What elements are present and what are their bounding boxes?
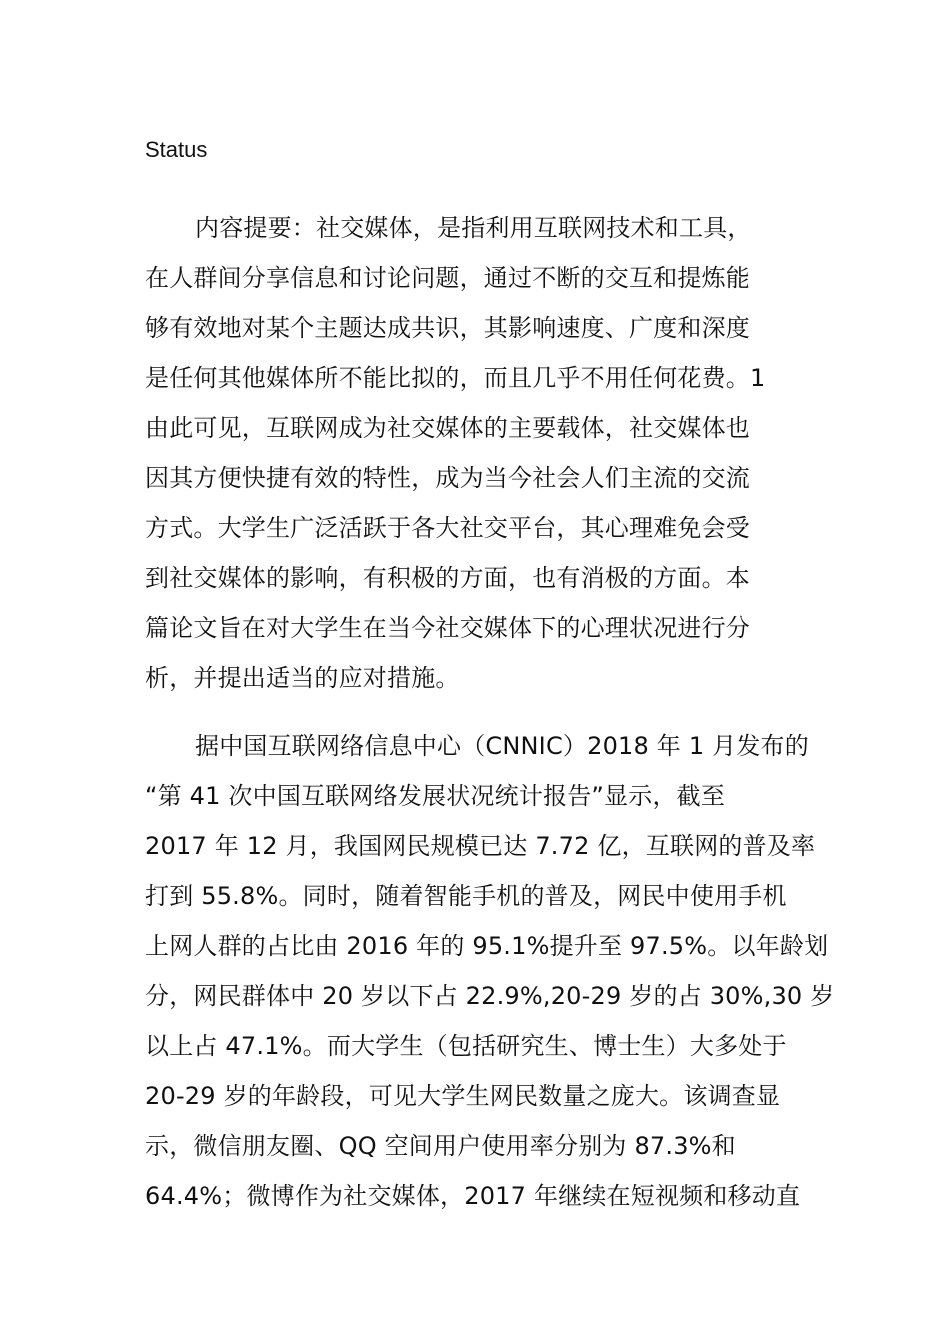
paragraph-line: 据中国互联网络信息中心（CNNIC）2018 年 1 月发布的 — [195, 732, 809, 760]
document-title: Status — [145, 137, 208, 162]
paragraph-line: “第 41 次中国互联网络发展状况统计报告”显示，截至 — [145, 782, 726, 810]
paragraph-line: 内容提要：社交媒体，是指利用互联网技术和工具， — [195, 214, 752, 242]
paragraph-line: 分，网民群体中 20 岁以下占 22.9%,20-29 岁的占 30%,30 岁 — [145, 982, 835, 1010]
paragraph-line: 篇论文旨在对大学生在当今社交媒体下的心理状况进行分 — [145, 614, 750, 642]
paragraph-line: 析，并提出适当的应对措施。 — [145, 664, 460, 692]
paragraph-line: 由此可见，互联网成为社交媒体的主要载体，社交媒体也 — [145, 414, 750, 442]
paragraph-line: 因其方便快捷有效的特性，成为当今社会人们主流的交流 — [145, 464, 750, 492]
paragraph-line: 打到 55.8%。同时，随着智能手机的普及，网民中使用手机 — [145, 882, 787, 910]
paragraph-line: 是任何其他媒体所不能比拟的，而且几乎不用任何花费。1 — [145, 364, 766, 392]
paragraph-line: 到社交媒体的影响，有积极的方面，也有消极的方面。本 — [145, 564, 750, 592]
abstract-paragraph — [145, 203, 815, 703]
paragraph-line: 够有效地对某个主题达成共识，其影响速度、广度和深度 — [145, 314, 750, 342]
paragraph-line: 以上占 47.1%。而大学生（包括研究生、博士生）大多处于 — [145, 1032, 787, 1060]
paragraph-line: 上网人群的占比由 2016 年的 95.1%提升至 97.5%。以年龄划 — [145, 932, 829, 960]
paragraph-line: 方式。大学生广泛活跃于各大社交平台，其心理难免会受 — [145, 514, 750, 542]
statistics-paragraph — [145, 721, 835, 1221]
paragraph-line: 64.4%；微博作为社交媒体，2017 年继续在短视频和移动直 — [145, 1182, 801, 1210]
paragraph-line: 示，微信朋友圈、QQ 空间用户使用率分别为 87.3%和 — [145, 1132, 736, 1160]
paragraph-line: 2017 年 12 月，我国网民规模已达 7.72 亿，互联网的普及率 — [145, 832, 816, 860]
paragraph-line: 20-29 岁的年龄段，可见大学生网民数量之庞大。该调查显 — [145, 1082, 781, 1110]
paragraph-line: 在人群间分享信息和讨论问题，通过不断的交互和提炼能 — [145, 264, 750, 292]
